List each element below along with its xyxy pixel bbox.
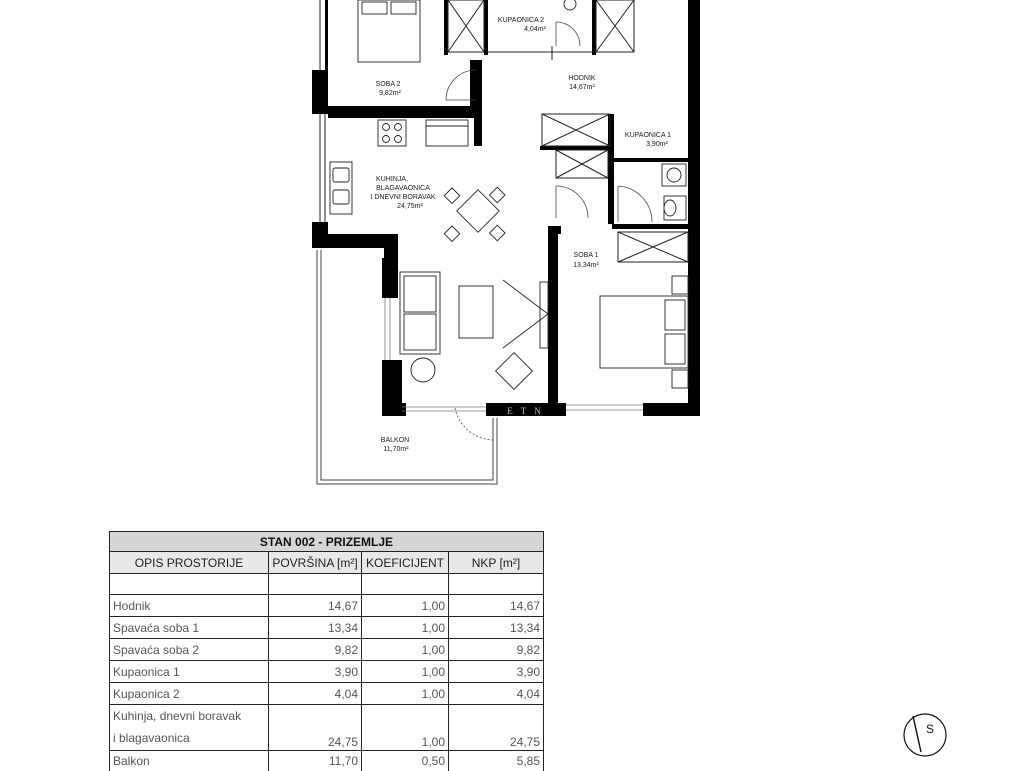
room-kupaonica1-name: KUPAONICA 1 xyxy=(625,132,671,139)
table-row xyxy=(110,661,544,683)
row-nkp: 24,75 xyxy=(449,705,544,751)
room-kuhinja-line3: I DNEVNI BORAVAK xyxy=(370,194,435,201)
room-soba1-area: 13,34m² xyxy=(573,262,599,269)
table-row xyxy=(110,595,544,617)
table-header-area: POVRŠINA [m²] xyxy=(269,552,362,574)
row-desc: Hodnik xyxy=(110,595,269,617)
row-coef: 1,00 xyxy=(362,617,449,639)
table-row xyxy=(110,683,544,705)
room-balkon-area: 11,70m² xyxy=(383,446,409,453)
compass-letter: S xyxy=(926,722,934,736)
wall-outlines xyxy=(320,0,688,262)
row-coef: 1,00 xyxy=(362,661,449,683)
row-coef: 1,00 xyxy=(362,683,449,705)
room-kupaonica2-name: KUPAONICA 2 xyxy=(498,17,544,24)
row-area: 24,75 xyxy=(269,705,362,751)
table-header-nkp: NKP [m²] xyxy=(449,552,544,574)
row-nkp: 4,04 xyxy=(449,683,544,705)
room-kuhinja-line1: KUHINJA, xyxy=(376,176,408,183)
row-coef: 1,00 xyxy=(362,705,449,751)
watermark: ETN xyxy=(507,406,549,416)
room-hodnik-area: 14,67m² xyxy=(569,84,595,91)
table-header-desc: OPIS PROSTORIJE xyxy=(110,552,269,574)
room-kupaonica2-area: 4,04m² xyxy=(524,26,546,33)
row-area: 14,67 xyxy=(269,595,362,617)
row-desc: Kupaonica 1 xyxy=(110,661,269,683)
room-balkon-name: BALKON xyxy=(381,437,409,444)
living-furniture xyxy=(400,272,548,389)
row-desc: Kupaonica 2 xyxy=(110,683,269,705)
row-area: 13,34 xyxy=(269,617,362,639)
row-area: 3,90 xyxy=(269,661,362,683)
table-header-coef: KOEFICIJENT xyxy=(362,552,449,574)
windows xyxy=(385,298,643,411)
room-kuhinja-line2: BLAGAVAONICA xyxy=(376,185,430,192)
row-desc-line1: Kuhinja, dnevni boravak xyxy=(113,709,241,723)
room-soba2-name: SOBA 2 xyxy=(376,81,401,88)
row-coef: 1,00 xyxy=(362,595,449,617)
room-soba1-name: SOBA 1 xyxy=(574,252,599,259)
row-desc: Spavaća soba 1 xyxy=(110,617,269,639)
table-blank-row xyxy=(110,574,544,595)
row-coef: 0,50 xyxy=(362,751,449,771)
row-desc: Spavaća soba 2 xyxy=(110,639,269,661)
table-row xyxy=(110,617,544,639)
table-row xyxy=(110,639,544,661)
row-desc xyxy=(110,705,269,751)
room-hodnik-name: HODNIK xyxy=(568,75,596,82)
area-table xyxy=(109,531,544,771)
room-kuhinja-area: 24,75m² xyxy=(397,203,423,210)
row-coef: 1,00 xyxy=(362,639,449,661)
row-nkp: 9,82 xyxy=(449,639,544,661)
dining-set xyxy=(444,187,505,241)
row-area: 11,70 xyxy=(269,751,362,771)
room-soba2-area: 9,82m² xyxy=(379,90,401,97)
row-area: 4,04 xyxy=(269,683,362,705)
table-row xyxy=(110,705,544,751)
row-nkp: 14,67 xyxy=(449,595,544,617)
table-title: STAN 002 - PRIZEMLJE xyxy=(110,532,544,552)
row-area: 9,82 xyxy=(269,639,362,661)
row-desc: Balkon xyxy=(110,751,269,771)
row-nkp: 3,90 xyxy=(449,661,544,683)
row-nkp: 5,85 xyxy=(449,751,544,771)
north-arrow-icon xyxy=(902,712,948,758)
row-desc-line2: i blagavaonica xyxy=(113,731,190,745)
room-kupaonica1-area: 3,90m² xyxy=(646,141,668,148)
row-nkp: 13,34 xyxy=(449,617,544,639)
